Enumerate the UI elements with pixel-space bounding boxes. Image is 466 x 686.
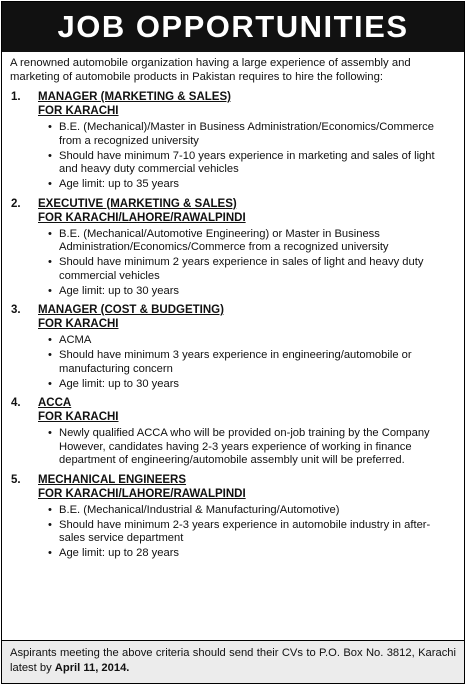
requirement-item: • B.E. (Mechanical/Industrial & Manufacturing/Automotive) — [48, 504, 452, 518]
position-number: 4. — [11, 397, 21, 409]
position-number: 5. — [11, 473, 21, 486]
requirement-item: • Should have minimum 2-3 years experience in automobile industry in after-sales service department — [48, 519, 452, 546]
requirement-item: • Should have minimum 2 years experience in sales of light and heavy duty commercial vehicles — [48, 256, 452, 283]
position-number: 3. — [11, 304, 21, 316]
requirements-list — [38, 427, 452, 468]
position-item — [2, 197, 464, 299]
position-item — [2, 90, 464, 192]
requirement-item: • Should have minimum 7-10 years experience in marketing and sales of light and heavy duty commercial vehicles — [48, 150, 452, 177]
position-location: FOR KARACHI/LAHORE/RAWALPINDI — [38, 487, 246, 500]
requirements-list — [38, 121, 452, 192]
job-advertisement — [1, 1, 465, 684]
position-title: ACCA — [38, 397, 72, 409]
position-location: FOR KARACHI/LAHORE/RAWALPINDI — [38, 211, 246, 224]
requirement-item: • Should have minimum 3 years experience in engineering/automobile or manufacturing concern — [48, 349, 452, 376]
position-number: 1. — [11, 91, 21, 103]
instructions-text: Aspirants meeting the above criteria should send their CVs to P.O. Box No. 3812, Karachi latest by — [10, 647, 456, 674]
position-item — [2, 396, 464, 468]
position-number: 2. — [11, 197, 21, 210]
position-title: MECHANICAL ENGINEERS — [38, 473, 187, 486]
position-location: FOR KARACHI — [38, 318, 119, 330]
position-title: MANAGER (COST & BUDGETING) — [38, 304, 224, 316]
position-location: FOR KARACHI — [38, 411, 119, 423]
position-item — [2, 473, 464, 561]
requirement-item: • Age limit: up to 28 years — [48, 547, 452, 561]
position-title: EXECUTIVE (MARKETING & SALES) — [38, 197, 237, 210]
position-location: FOR KARACHI — [38, 105, 119, 117]
requirements-list — [38, 504, 452, 561]
page-title: JOB OPPORTUNITIES — [2, 2, 464, 52]
deadline-date: April 11, 2014. — [54, 662, 130, 674]
requirements-list — [38, 334, 452, 391]
requirements-list — [38, 228, 452, 299]
application-instructions — [2, 640, 464, 683]
requirement-item: • B.E. (Mechanical)/Master in Business Administration/Economics/Commerce from a recognized university — [48, 121, 452, 148]
requirement-item: • ACMA — [48, 334, 452, 348]
intro-paragraph: A renowned automobile organization having a large experience of assembly and marketing of automobile products in Pakistan requires to hire the following: — [10, 57, 411, 83]
requirement-item: • Newly qualified ACCA who will be provided on-job training by the Company However, candidates having 2-3 years experience of working in finance department of engineering/automobile assembly unit will be preferred. — [48, 427, 452, 468]
requirement-item: • Age limit: up to 35 years — [48, 178, 452, 192]
positions-list — [2, 90, 464, 561]
requirement-item: • B.E. (Mechanical/Automotive Engineering) or Master in Business Administration/Economics/Commerce from a recognized university — [48, 228, 452, 255]
requirement-item: • Age limit: up to 30 years — [48, 378, 452, 392]
requirement-item: • Age limit: up to 30 years — [48, 285, 452, 299]
position-item — [2, 303, 464, 391]
position-title: MANAGER (MARKETING & SALES) — [38, 91, 231, 103]
